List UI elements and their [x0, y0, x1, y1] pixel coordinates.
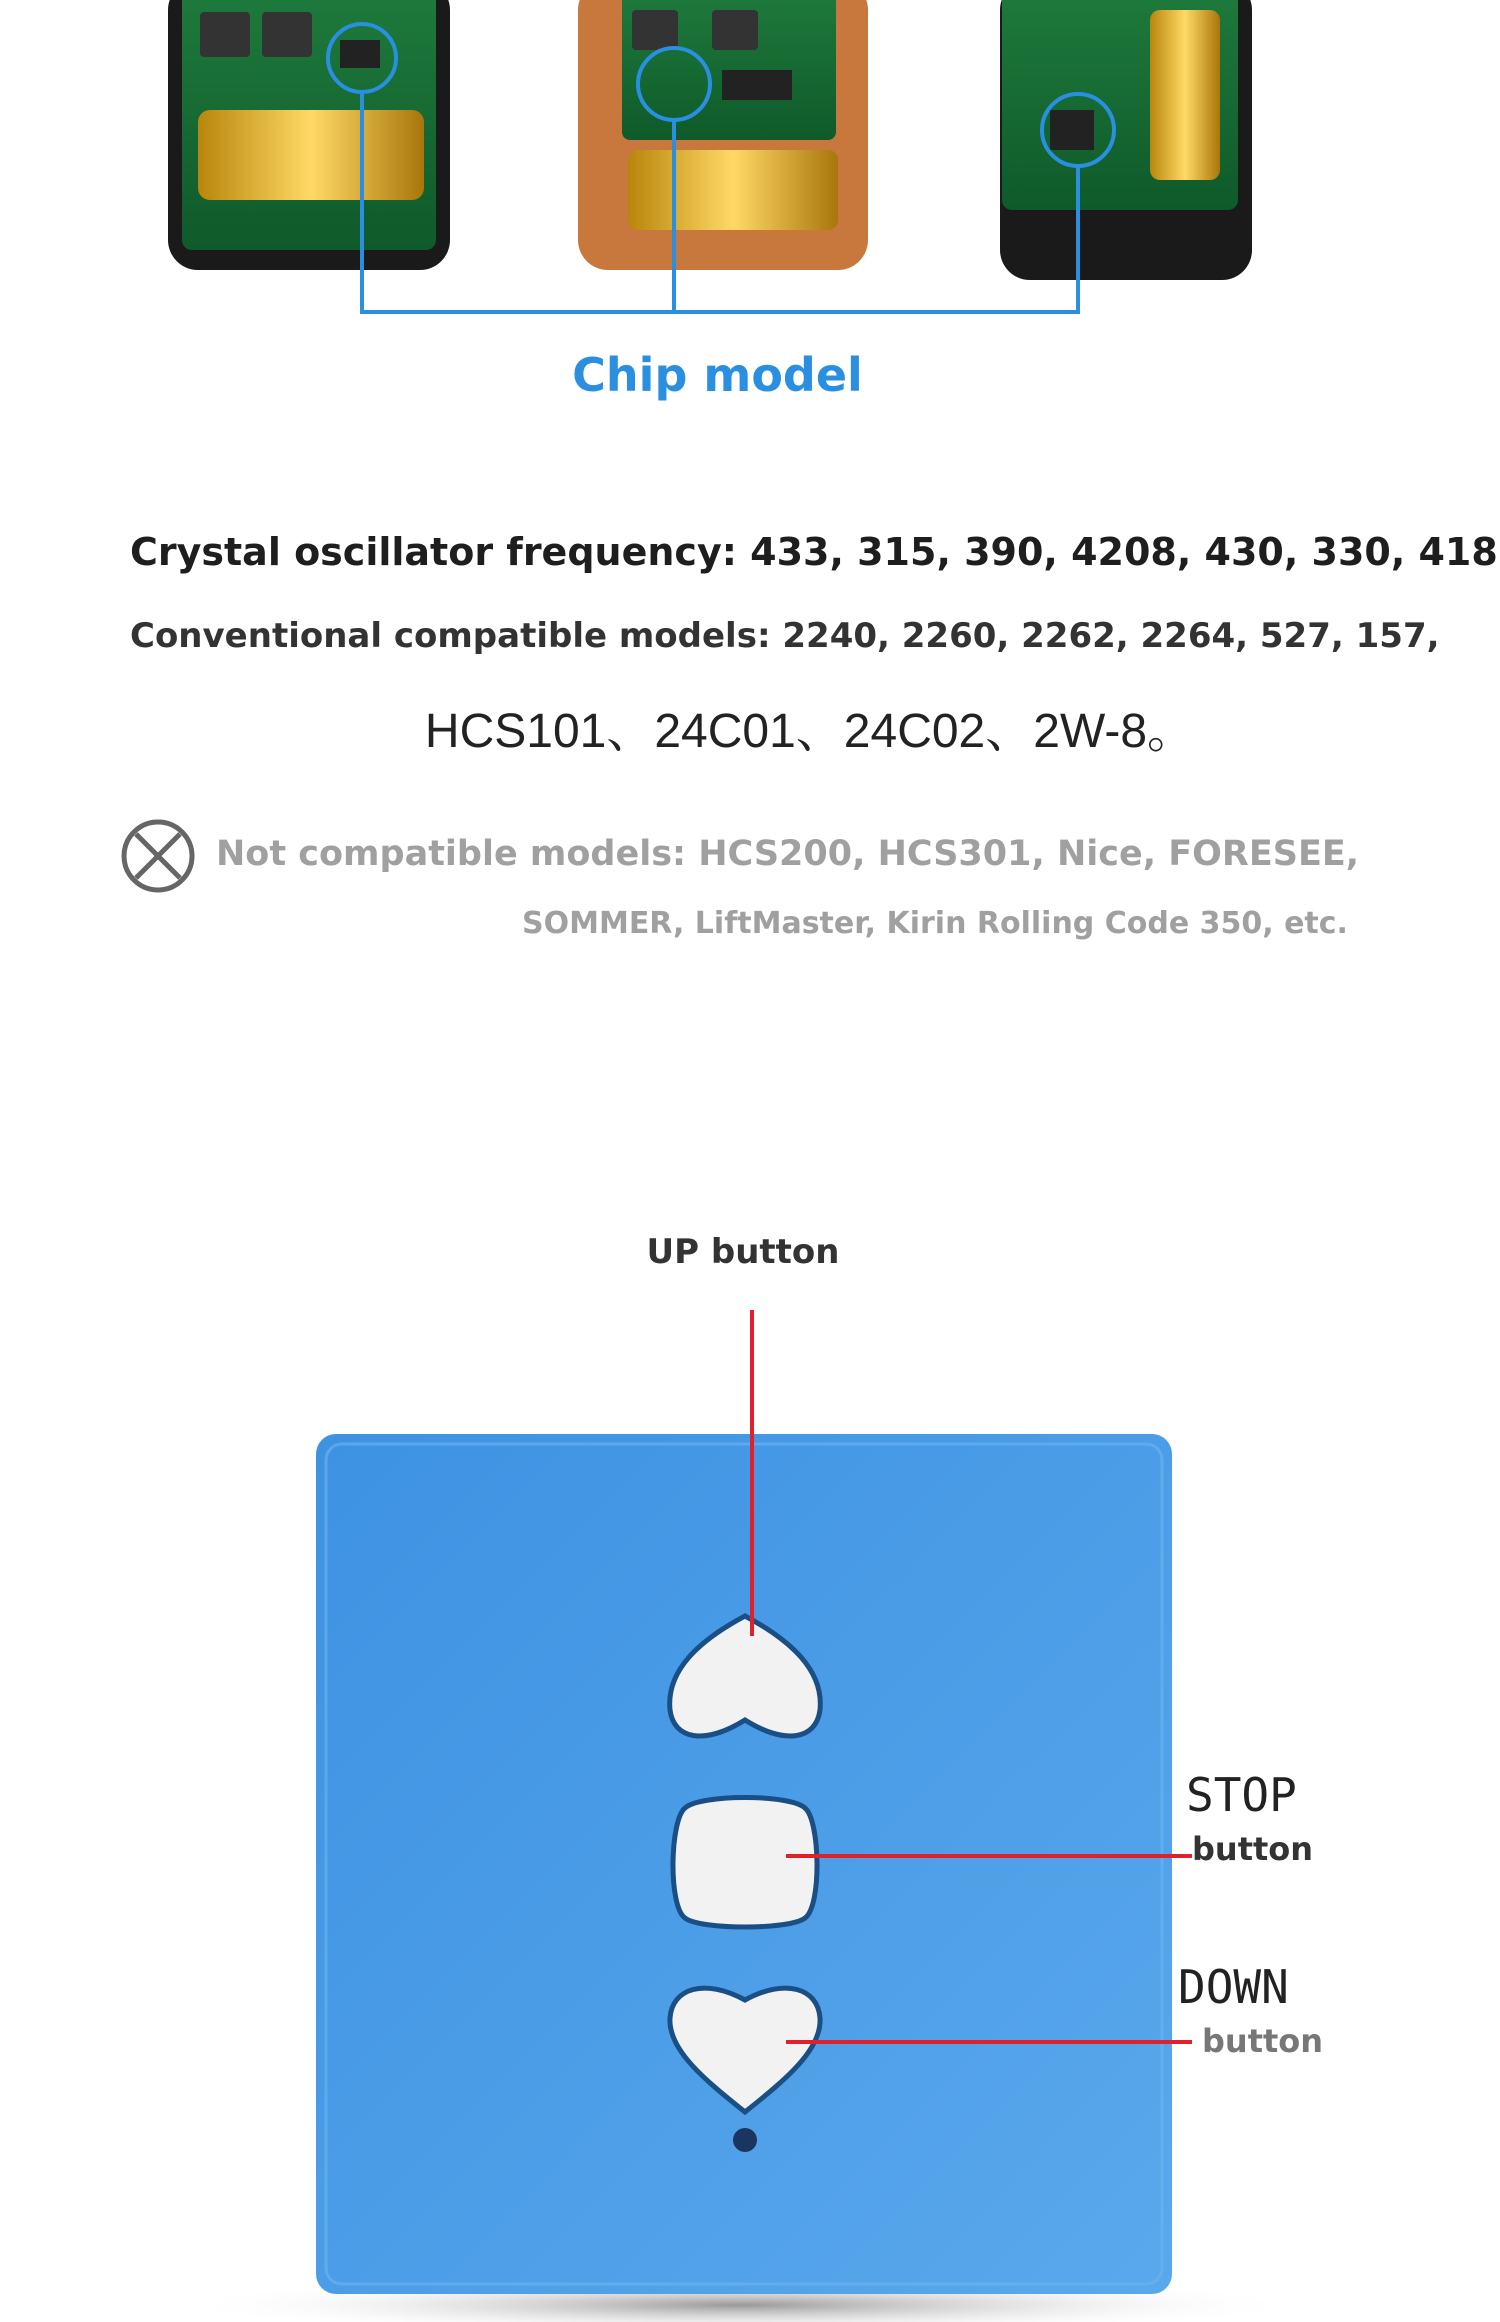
remote-black [168, 0, 450, 270]
stop-button-sublabel: button [1192, 1830, 1314, 1868]
up-button-label: UP button [646, 1232, 840, 1272]
chip-model-title: Chip model [572, 348, 863, 402]
compatible-models-line1: Conventional compatible models: 2240, 2260, 2262, 2264, 527, 157, [130, 616, 1440, 656]
remote-orange [578, 0, 868, 270]
not-compatible-line1: Not compatible models: HCS200, HCS301, Nice, FORESEE, [216, 834, 1360, 874]
circle-x-icon [118, 816, 198, 896]
led-indicator [733, 2128, 757, 2152]
not-compatible-line2: SOMMER, LiftMaster, Kirin Rolling Code 350, etc. [522, 906, 1348, 941]
frequency-spec: Crystal oscillator frequency: 433, 315, 390, 4208, 430, 330, 418 [130, 530, 1498, 574]
compatible-models-line2: HCS101、24C01、24C02、2W-8。 [424, 705, 1196, 758]
stop-button-label: STOP [1186, 1768, 1297, 1822]
remote-dark-green [1000, 0, 1252, 280]
down-button-label: DOWN [1178, 1960, 1289, 2014]
stop-button[interactable] [673, 1798, 817, 1928]
down-button-sublabel: button [1202, 2022, 1324, 2060]
remote-photos [0, 0, 1500, 330]
